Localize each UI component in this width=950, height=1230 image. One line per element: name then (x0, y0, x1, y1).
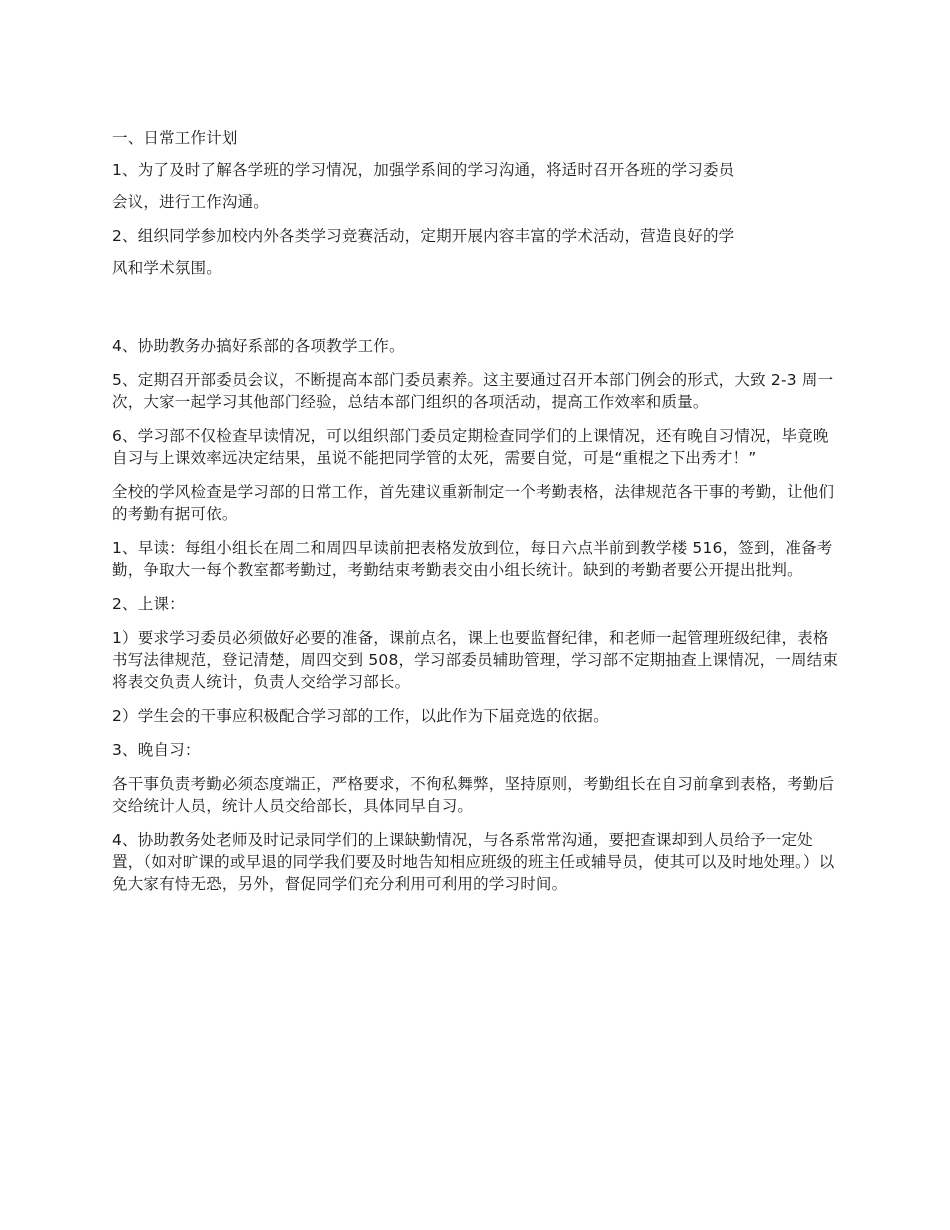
paragraph-evening-heading: 3、晚自习： (112, 741, 201, 759)
paragraph-assist-teachers: 4、协助教务处老师及时记录同学们的上课缺勤情况，与各系常常沟通，要把查课却到人员给予一定处置，（如对旷课的或早退的同学我们要及时地告知相应班级的班主任或辅导员，使其可以及时地处理。）以免大家有恃无恐，另外，督促同学们充分利用可利用的学习时间。 (112, 831, 835, 893)
paragraph-evening-detail: 各干事负责考勤必须态度端正，严格要求，不徇私舞弊，坚持原则，考勤组长在自习前拿到表格，考勤后交给统计人员，统计人员交给部长，具体同早自习。 (112, 775, 835, 815)
paragraph-6: 6、学习部不仅检查早读情况，可以组织部门委员定期检查同学们的上课情况，还有晚自习情况，毕竟晚自习与上课效率远决定结果，虽说不能把同学管的太死，需要自觉，可是“重棍之下出秀才！” (112, 427, 829, 467)
document-body (112, 127, 840, 907)
paragraph-class-item-2: 2）学生会的干事应积极配合学习部的工作，以此作为下届竞选的依据。 (112, 707, 609, 725)
paragraph-1: 1、为了及时了解各学班的学习情况，加强学系间的学习沟通，将适时召开各班的学习委员 (112, 161, 735, 179)
paragraph-5: 5、定期召开部委员会议，不断提高本部门委员素养。这主要通过召开本部门例会的形式，大致 2-3 周一次，大家一起学习其他部门经验，总结本部门组织的各项活动，提高工作效率和质量。 (112, 371, 834, 411)
blank-gap (112, 291, 840, 335)
paragraph-attendance-intro: 全校的学风检查是学习部的日常工作，首先建议重新制定一个考勤表格，法律规范各干事的考勤，让他们的考勤有据可依。 (112, 483, 835, 523)
paragraph-class-item-1: 1）要求学习委员必须做好必要的准备，课前点名，课上也要监督纪律，和老师一起管理班级纪律，表格书写法律规范，登记清楚，周四交到 508，学习部委员辅助管理，学习部不定期抽查上课情况，一周结束将表交负责人统计，负责人交给学习部长。 (112, 629, 839, 691)
paragraph-2-cont: 风和学术氛围。 (112, 259, 222, 277)
paragraph-class-heading: 2、上课： (112, 595, 185, 613)
paragraph-4: 4、协助教务办搞好系部的各项教学工作。 (112, 337, 405, 355)
paragraph-1-cont: 会议，进行工作沟通。 (112, 193, 270, 211)
paragraph-2: 2、组织同学参加校内外各类学习竞赛活动，定期开展内容丰富的学术活动，营造良好的学 (112, 227, 735, 245)
paragraph-morning-reading: 1、早读：每组小组长在周二和周四早读前把表格发放到位，每日六点半前到教学楼 516，签到，准备考勤，争取大一每个教室都考勤过，考勤结束考勤表交由小组长统计。缺到的考勤者要公开提出批判。 (112, 539, 833, 579)
section-heading: 一、日常工作计划 (112, 129, 238, 147)
